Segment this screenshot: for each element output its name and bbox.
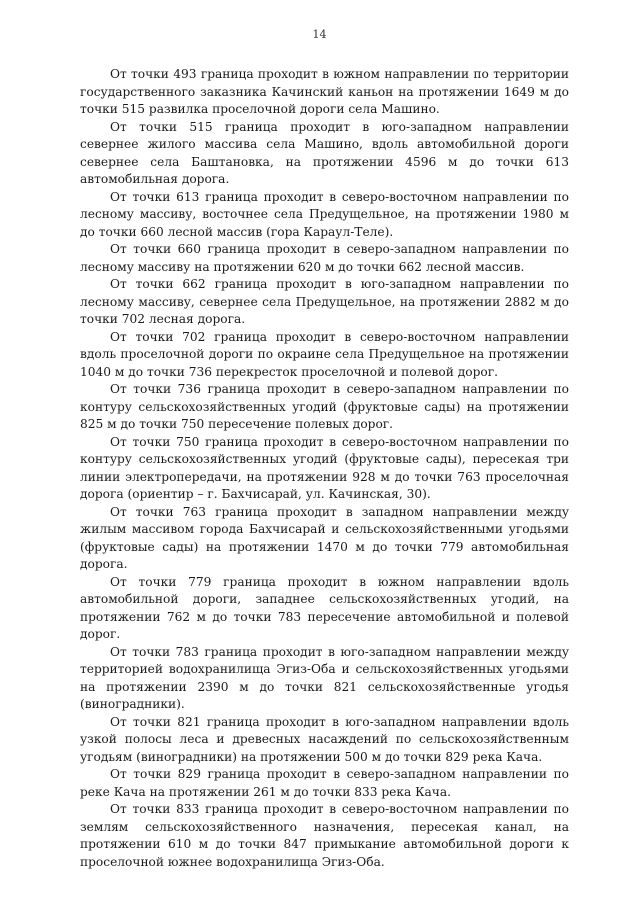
paragraph: От точки 736 граница проходит в северо-западном направлении по контуру сельскохозяйственных угодий (фруктовые сады) на протяжении 825 м до точки 750 пересечение полевых дорог. (80, 382, 569, 431)
paragraph: От точки 833 граница проходит в северо-восточном направлении по землям сельскохозяйственного назначения, пересекая канал, на протяжении 610 м до точки 847 примыкание автомобильной дороги к проселочной южнее водохранилища Эгиз-Оба. (80, 802, 569, 869)
paragraph: От точки 821 граница проходит в юго-западном направлении вдоль узкой полосы леса и древесных насаждений по сельскохозяйственным угодьям (виноградники) на протяжении 500 м до точки 829 река Кача. (80, 714, 569, 764)
paragraph: От точки 779 граница проходит в южном направлении вдоль автомобильной дороги, западнее сельскохозяйственных угодий, на протяжении 762 м до точки 783 пересечение автомобильной и полевой дорог. (80, 574, 569, 641)
paragraph: От точки 493 граница проходит в южном направлении по территории государственного заказника Качинский каньон на протяжении 1649 м до точки 515 развилка проселочной дороги села Машино. (80, 67, 569, 116)
page-number: 14 (312, 28, 327, 41)
paragraph: От точки 829 граница проходит в северо-западном направлении по реке Кача на протяжении 261 м до точки 833 река Кача. (80, 767, 569, 799)
document-body (80, 66, 569, 871)
paragraph: От точки 662 граница проходит в юго-западном направлении по лесному массиву, севернее села Предущельное, на протяжении 2882 м до точки 702 лесная дорога. (80, 277, 569, 326)
paragraph: От точки 613 граница проходит в северо-восточном направлении по лесному массиву, восточнее села Предущельное, на протяжении 1980 м до точки 660 лесной массив (гора Караул-Теле). (80, 189, 569, 239)
paragraph: От точки 702 граница проходит в северо-восточном направлении вдоль проселочной дороги по окраине села Предущельное на протяжении 1040 м до точки 736 перекресток проселочной и полевой дорог. (80, 329, 569, 379)
paragraph: От точки 515 граница проходит в юго-западном направлении севернее жилого массива села Машино, вдоль автомобильной дороги севернее села Баштановка, на протяжении 4596 м до точки 613 автомобильная дорога. (80, 119, 569, 186)
paragraph: От точки 763 граница проходит в западном направлении между жилым массивом города Бахчисарай и сельскохозяйственными угодьями (фруктовые сады) на протяжении 1470 м до точки 779 автомобильная дорога. (80, 504, 569, 571)
paragraph: От точки 660 граница проходит в северо-западном направлении по лесному массиву на протяжении 620 м до точки 662 лесной массив. (80, 242, 569, 274)
paragraph: От точки 750 граница проходит в северо-восточном направлении по контуру сельскохозяйственных угодий (фруктовые сады), пересекая три линии электропередачи, на протяжении 928 м до точки 763 проселочная дорога (ориентир – г. Бахчисарай, ул. Качинская, 30). (80, 434, 569, 501)
paragraph: От точки 783 граница проходит в юго-западном направлении между территорией водохранилища Эгиз-Оба и сельскохозяйственных угодьями на протяжении 2390 м до точки 821 сельскохозяйственные угодья (виноградники). (80, 644, 569, 711)
